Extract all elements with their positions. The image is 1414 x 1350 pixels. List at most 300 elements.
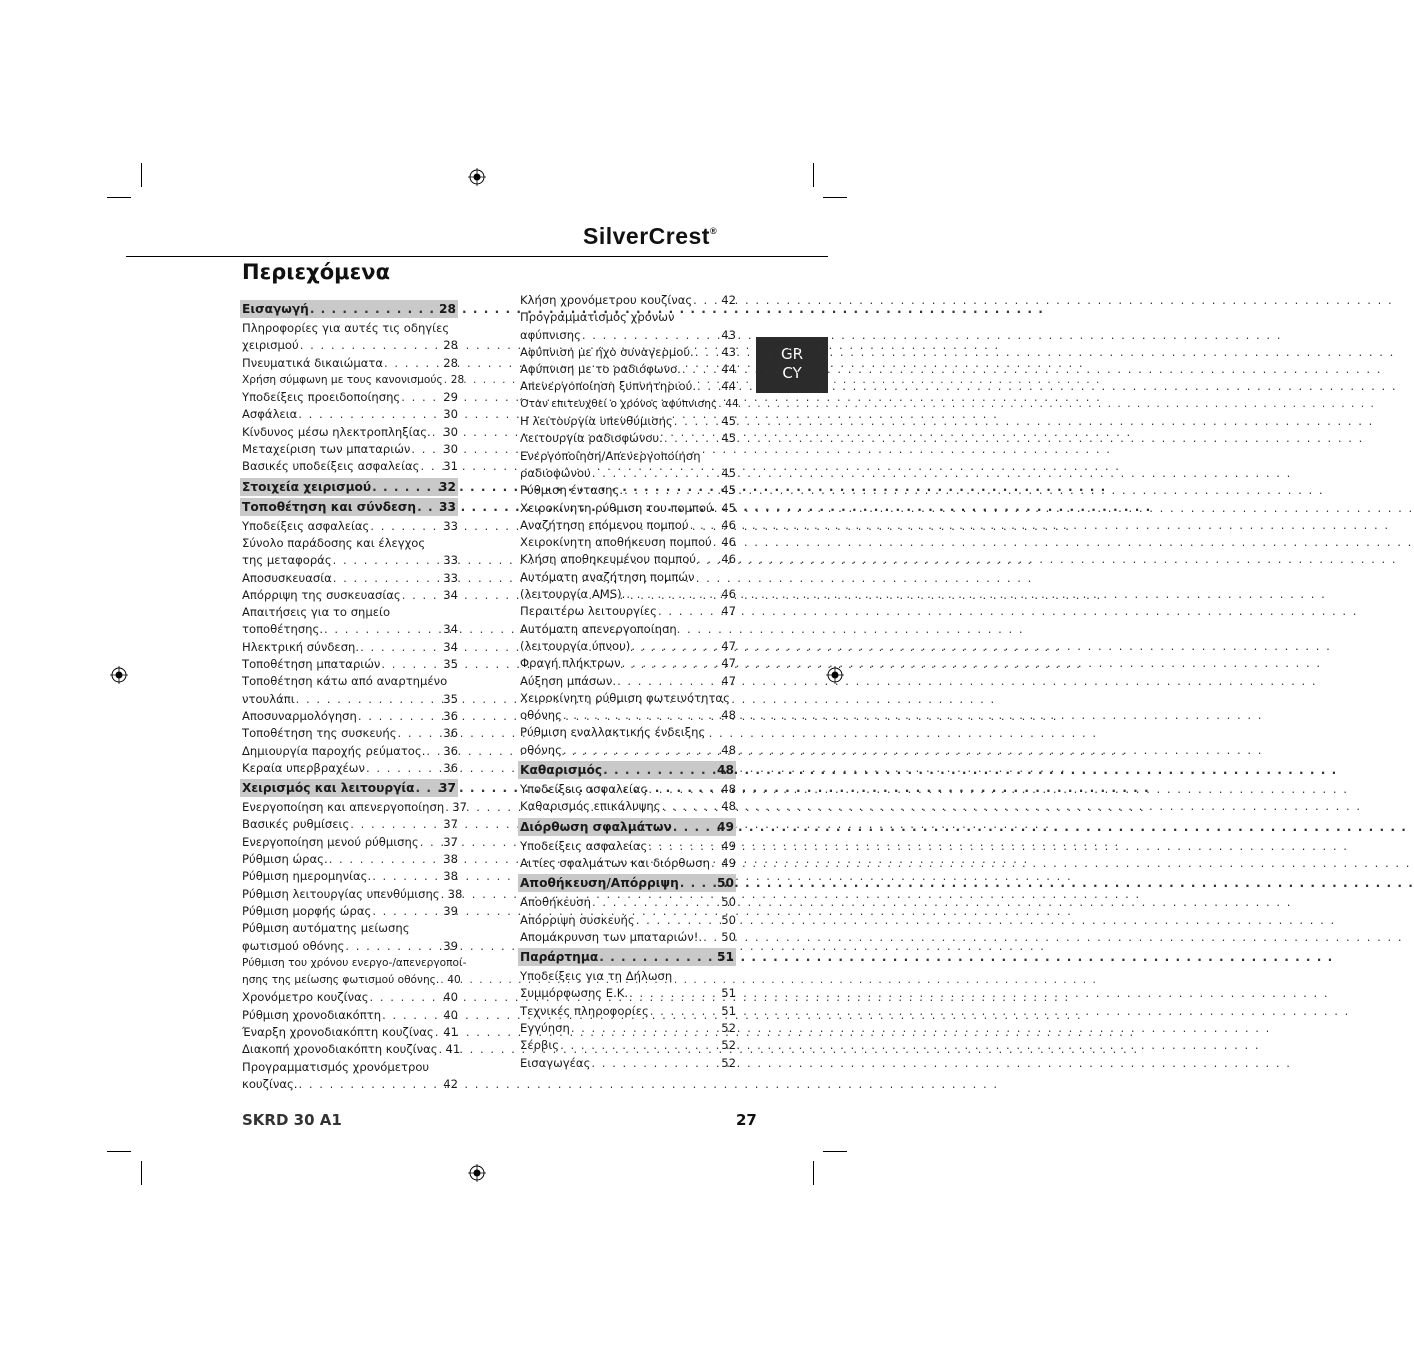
toc-entry <box>520 344 736 361</box>
dot-leader <box>697 378 720 395</box>
toc-line <box>242 1041 461 1058</box>
toc-entry <box>520 378 736 395</box>
toc-entry <box>520 448 736 483</box>
toc-line <box>242 938 458 955</box>
toc-entry-title: της μεταφοράς <box>242 553 332 568</box>
toc-line <box>242 552 458 569</box>
toc-line <box>520 586 736 603</box>
toc-line <box>520 761 734 779</box>
toc-entry-title: Υποδείξεις ασφαλείας <box>242 518 370 533</box>
dot-leader <box>617 673 720 690</box>
toc-page-number: 42 <box>443 1076 458 1091</box>
toc-entry <box>242 587 458 604</box>
toc-entry <box>520 500 736 517</box>
toc-line <box>520 413 736 430</box>
toc-entry-title: Υποδείξεις ασφαλείας <box>520 838 648 853</box>
toc-line <box>242 886 463 903</box>
dot-leader <box>674 413 720 430</box>
crop-mark <box>141 163 142 187</box>
toc-entry-title: φωτισμού οθόνης <box>242 938 345 953</box>
toc-entry-title: Αφύπνιση με ήχο συναγερμού. <box>520 344 694 359</box>
toc-entry-title: (λειτουργία ύπνου) <box>520 638 631 653</box>
toc-line <box>520 603 736 620</box>
toc-page-number: 43 <box>721 327 736 342</box>
toc-page-number: 45 <box>721 500 736 515</box>
toc-line <box>520 855 736 872</box>
toc-entry-title: Ρύθμιση αυτόματης μείωσης <box>242 921 410 936</box>
toc-entry-title: Χειροκίνητη ρύθμιση του πομπού <box>520 500 713 515</box>
crop-mark <box>823 197 847 198</box>
toc-page-number: 36 <box>443 760 458 775</box>
toc-entry <box>520 517 736 534</box>
dot-leader <box>624 482 720 499</box>
toc-entry <box>520 673 736 690</box>
toc-line <box>242 498 456 516</box>
registration-mark-icon <box>468 1164 486 1182</box>
dot-leader <box>592 465 720 482</box>
toc-page-number: 47 <box>721 604 736 619</box>
toc-line <box>520 309 736 326</box>
toc-line <box>242 604 458 621</box>
toc-line <box>520 1055 736 1072</box>
toc-line <box>520 968 736 985</box>
toc-page-number: 36 <box>443 726 458 741</box>
toc-page-number: 44 <box>725 397 739 410</box>
dot-leader <box>563 707 720 724</box>
toc-page-number: 39 <box>443 903 458 918</box>
toc-entry <box>520 1037 736 1054</box>
dot-leader <box>382 1007 442 1024</box>
toc-entry <box>520 912 736 929</box>
toc-entry-title: Κίνδυνος μέσω ηλεκτροπληξίας. <box>242 424 431 439</box>
toc-line <box>520 638 736 655</box>
dot-leader <box>603 761 716 779</box>
dot-leader <box>648 838 720 855</box>
toc-entry-title: Ενεργοποίηση και απενεργοποίηση <box>242 800 445 815</box>
toc-line <box>242 851 458 868</box>
toc-page-number: 42 <box>721 293 736 307</box>
toc-entry-title: Μεταχείριση των μπαταριών <box>242 442 411 457</box>
toc-entry-title: Τοποθέτηση κάτω από αναρτημένο <box>242 674 448 689</box>
dot-leader <box>411 441 442 458</box>
toc-entry <box>242 372 465 389</box>
toc-entry <box>520 968 736 1003</box>
toc-page-number: 38 <box>443 869 458 884</box>
toc-entry <box>242 1024 458 1041</box>
toc-page-number: 50 <box>721 895 736 910</box>
toc-entry <box>520 929 736 946</box>
toc-line <box>242 673 458 690</box>
toc-entry-title: Υποδείξεις ασφαλείας <box>520 782 648 797</box>
toc-entry-title: Πληροφορίες για αυτές τις οδηγίες <box>242 321 450 335</box>
dot-leader <box>350 816 442 833</box>
language-code: GR <box>780 345 804 363</box>
crop-mark <box>141 1161 142 1185</box>
toc-entry-title: Τοποθέτηση της συσκευής <box>242 726 397 741</box>
toc-page-number: 30 <box>443 442 458 457</box>
toc-line <box>242 389 458 406</box>
toc-entry-title: Αιτίες σφαλμάτων και διόρθωση <box>520 855 710 870</box>
dot-leader <box>426 743 442 760</box>
toc-entry <box>242 760 458 777</box>
toc-page-number: 45 <box>721 431 736 446</box>
toc-line <box>520 430 736 447</box>
toc-line <box>242 337 458 354</box>
toc-line <box>520 929 736 946</box>
toc-page-number: 46 <box>721 587 736 602</box>
toc-page-number: 49 <box>721 855 736 870</box>
toc-line <box>242 799 467 816</box>
toc-entry-title: Ρύθμιση του χρόνου ενεργο-/απενεργοποί- <box>242 956 467 969</box>
toc-entry-title: Στοιχεία χειρισμού <box>242 479 372 494</box>
toc-line <box>242 972 461 989</box>
toc-page-number: 33 <box>443 518 458 533</box>
toc-line <box>242 816 458 833</box>
toc-line <box>242 743 458 760</box>
toc-entry-title: Βασικές υποδείξεις ασφαλείας <box>242 459 420 474</box>
dot-leader <box>333 552 443 569</box>
toc-entry <box>242 1059 458 1094</box>
toc-line <box>242 955 467 972</box>
toc-page-number: 34 <box>443 639 458 654</box>
dot-leader <box>662 798 721 815</box>
toc-line <box>520 1020 736 1037</box>
dot-leader <box>298 1076 442 1093</box>
toc-line <box>242 424 458 441</box>
toc-entry-title: Ασφάλεια <box>242 407 298 422</box>
toc-line <box>242 639 458 656</box>
toc-entry <box>242 834 458 851</box>
toc-entry-title: Αποσυναρμολόγηση <box>242 708 357 723</box>
toc-page-number: 41 <box>445 1042 461 1057</box>
country-code: CY <box>782 364 802 382</box>
toc-entry <box>242 656 458 673</box>
toc-page-number: 44 <box>721 379 736 394</box>
registered-mark: ® <box>709 226 718 236</box>
dot-leader <box>420 834 443 851</box>
toc-entry-title: Αύξηση μπάσων. <box>520 673 617 688</box>
toc-page-number: 33 <box>443 570 458 585</box>
toc-line <box>520 292 736 309</box>
toc-page-number: 37 <box>443 834 458 849</box>
dot-leader <box>622 655 721 672</box>
toc-entry-title: Ρύθμιση ώρας. <box>242 852 328 867</box>
toc-entry <box>242 320 458 355</box>
toc-line <box>242 903 458 920</box>
crop-mark <box>813 1161 814 1185</box>
toc-entry <box>242 886 463 903</box>
dot-leader <box>360 639 442 656</box>
toc-entry-title: Υποδείξεις προειδοποίησης <box>242 390 401 405</box>
toc-entry <box>242 955 467 990</box>
toc-line <box>520 781 736 798</box>
toc-entry-title: Ρύθμιση εναλλακτικής ένδειξης <box>520 725 706 740</box>
toc-line <box>520 894 736 911</box>
toc-entry <box>242 708 458 725</box>
toc-entry-title: Υποδείξεις για τη Δήλωση <box>520 969 673 984</box>
toc-entry-title: Αποθήκευση/Απόρριψη <box>520 876 679 891</box>
dot-leader <box>310 300 438 318</box>
toc-entry <box>242 903 458 920</box>
toc-entry-title: Συμμόρφωσης Ε.Κ. <box>520 986 629 1001</box>
toc-page-number: 31 <box>443 459 458 474</box>
toc-line <box>520 534 736 551</box>
toc-entry <box>520 396 739 413</box>
toc-page-number: 45 <box>721 465 736 480</box>
toc-page-number: 36 <box>443 708 458 723</box>
toc-page-number: 28 <box>439 302 456 316</box>
toc-entry-title: Καθαρισμός <box>520 763 603 778</box>
toc-line <box>242 779 456 797</box>
crop-mark <box>823 1151 847 1152</box>
toc-page-number: 44 <box>721 362 736 377</box>
toc-entry-title: Απαιτήσεις για το σημείο <box>242 605 391 620</box>
toc-page-number: 45 <box>721 414 736 429</box>
toc-entry <box>242 406 458 423</box>
toc-line <box>242 989 458 1006</box>
toc-entry <box>242 424 458 441</box>
dot-leader <box>703 929 720 946</box>
toc-entry-title: Σέρβις <box>520 1038 560 1053</box>
toc-entry-title: Απενεργοποίηση ξυπνητηριού. <box>520 379 697 394</box>
toc-entry <box>242 639 458 656</box>
dot-leader <box>381 656 442 673</box>
toc-line <box>242 1024 458 1041</box>
toc-page-number: 30 <box>443 424 458 439</box>
dot-leader <box>713 534 720 551</box>
toc-line <box>520 707 736 724</box>
toc-page-number: 46 <box>721 552 736 567</box>
toc-entry-title: Περαιτέρω λειτουργίες <box>520 604 657 619</box>
toc-page-number: 41 <box>443 1024 458 1039</box>
toc-line <box>242 725 458 742</box>
toc-right-column <box>520 292 739 1072</box>
toc-page-number: 45 <box>721 483 736 498</box>
toc-line <box>520 396 739 413</box>
toc-page-number: 50 <box>717 876 734 891</box>
dot-leader <box>440 972 446 989</box>
toc-entry-title: Ηλεκτρική σύνδεση. <box>242 639 360 654</box>
toc-line <box>520 798 736 815</box>
toc-entry-title: χειρισμού <box>242 338 299 353</box>
toc-entry-title: Τεχνικές πληροφορίες <box>520 1003 649 1018</box>
toc-page-number: 40 <box>443 1007 458 1022</box>
dot-leader <box>417 498 438 516</box>
toc-line <box>242 535 458 552</box>
toc-entry-title: Χρήση σύμφωνη με τους κανονισμούς <box>242 373 443 386</box>
dot-leader <box>445 799 451 816</box>
dot-leader <box>599 948 716 966</box>
toc-line <box>242 1059 458 1076</box>
toc-entry <box>520 838 736 855</box>
toc-entry-title: Διακοπή χρονοδιακόπτη κουζίνας <box>242 1042 438 1057</box>
toc-entry-title: Η λειτουργία υπενθύμισης <box>520 414 673 429</box>
toc-entry-title: Απόρριψη συσκευής <box>520 912 635 927</box>
toc-entry-title: Πνευματικά δικαιώματα <box>242 355 384 370</box>
dot-leader <box>563 742 720 759</box>
toc-page-number: 35 <box>443 657 458 672</box>
toc-page-number: 33 <box>443 553 458 568</box>
toc-page-number: 38 <box>443 852 458 867</box>
dot-leader <box>372 868 442 885</box>
toc-entry-title: Απόρριψη της συσκευασίας <box>242 587 401 602</box>
toc-page-number: 33 <box>439 499 456 514</box>
toc-line <box>242 320 458 337</box>
toc-page-number: 51 <box>721 1003 736 1018</box>
toc-line <box>242 656 458 673</box>
toc-entry <box>520 781 736 798</box>
brand-logo <box>583 223 753 253</box>
toc-page-number: 49 <box>717 819 734 834</box>
dot-leader <box>697 551 720 568</box>
dot-leader <box>631 638 720 655</box>
toc-entry-title: τοποθέτησης. <box>242 622 324 637</box>
toc-line <box>242 458 458 475</box>
dot-leader <box>648 781 720 798</box>
toc-page-number: 48 <box>721 708 736 723</box>
toc-line <box>242 570 458 587</box>
brand-logo-text: SilverCrest <box>583 223 710 249</box>
toc-page-number: 29 <box>443 390 458 405</box>
toc-entry <box>520 724 736 759</box>
toc-entry <box>242 816 458 833</box>
toc-entry-title: Κεραία υπερβραχέων <box>242 760 365 775</box>
toc-entry-title: Ρύθμιση μορφής ώρας <box>242 903 372 918</box>
toc-line <box>520 690 736 707</box>
dot-leader <box>416 779 439 797</box>
toc-entry-title: Ρύθμιση λειτουργίας υπενθύμισης <box>242 886 440 901</box>
dot-leader <box>345 938 442 955</box>
dot-leader <box>680 874 716 892</box>
toc-line <box>520 655 736 672</box>
toc-entry-title: Εισαγωγή <box>242 302 309 316</box>
toc-line <box>520 378 736 395</box>
toc-line <box>242 1007 458 1024</box>
toc-line <box>242 478 456 496</box>
toc-line <box>520 948 734 966</box>
dot-leader <box>636 912 721 929</box>
toc-entry-title: Ενεργοποίηση/Απενεργοποίηση <box>520 448 701 463</box>
toc-page-number: 40 <box>443 990 458 1005</box>
dot-leader <box>398 725 443 742</box>
toc-entry-title: Έναρξη χρονοδιακόπτη κουζίνας <box>242 1024 434 1039</box>
toc-page-number: 52 <box>721 1038 736 1053</box>
toc-page-number: 47 <box>721 638 736 653</box>
toc-line <box>520 874 734 892</box>
registration-mark-icon <box>110 666 128 684</box>
toc-entry-title: Εγγύηση <box>520 1020 570 1035</box>
dot-leader <box>420 458 442 475</box>
toc-page-number: 37 <box>439 781 456 796</box>
toc-entry-title: Τοποθέτηση και σύνδεση <box>242 499 417 514</box>
toc-section-heading <box>518 948 736 966</box>
toc-line <box>520 985 736 1002</box>
dot-leader <box>296 691 443 708</box>
toc-page-number: 28 <box>443 355 458 370</box>
toc-entry <box>242 1041 461 1058</box>
toc-entry <box>520 894 736 911</box>
toc-entry-title: Κλήση αποθηκευμένου πομπού <box>520 552 696 567</box>
toc-entry <box>242 518 458 535</box>
toc-entry-title: Αφύπνιση με το ραδιόφωνο. <box>520 362 681 377</box>
toc-entry-title: Όταν επιτευχθεί ο χρόνος αφύπνισης <box>520 397 718 410</box>
toc-page-number: 30 <box>443 407 458 422</box>
toc-page-number: 35 <box>443 691 458 706</box>
toc-line <box>520 621 736 638</box>
toc-section-heading <box>240 779 458 797</box>
dot-leader <box>370 989 443 1006</box>
toc-page-number: 36 <box>443 743 458 758</box>
toc-line <box>520 912 736 929</box>
toc-line <box>242 406 458 423</box>
toc-section-heading <box>518 761 736 779</box>
toc-entry <box>520 551 736 568</box>
toc-entry-title: Απομάκρυνση των μπαταριών!. <box>520 929 703 944</box>
dot-leader <box>714 500 721 517</box>
toc-line <box>520 1037 736 1054</box>
toc-page-number: 48 <box>717 763 734 778</box>
toc-page-number: 32 <box>439 479 456 494</box>
toc-line <box>520 724 736 741</box>
toc-line <box>242 441 458 458</box>
toc-line <box>520 465 736 482</box>
toc-line <box>242 691 458 708</box>
dot-leader <box>682 361 720 378</box>
toc-line <box>520 838 736 855</box>
dot-leader <box>582 327 720 344</box>
toc-entry-title: Φραγή πλήκτρων <box>520 656 621 671</box>
dot-leader <box>673 818 716 836</box>
crop-mark <box>107 1151 131 1152</box>
toc-page-number: 51 <box>717 950 734 965</box>
toc-section-heading <box>240 300 458 318</box>
toc-entry-title: (λειτουργία AMS). <box>520 587 626 602</box>
toc-entry-title: Παράρτημα <box>520 950 599 965</box>
toc-line <box>242 621 458 638</box>
toc-entry-title: Δημιουργία παροχής ρεύματος. <box>242 743 426 758</box>
toc-page-number: 28 <box>443 338 458 353</box>
dot-leader <box>358 708 442 725</box>
toc-entry-title: Αναζήτηση επόμενου πομπού <box>520 517 689 532</box>
toc-line <box>242 868 458 885</box>
dot-leader <box>366 760 442 777</box>
toc-entry-title: Αποσυσκευασία <box>242 570 332 585</box>
toc-entry-title: Κλήση χρονόμετρου κουζίνας <box>520 293 693 307</box>
toc-entry <box>520 430 736 447</box>
dot-leader <box>591 1055 720 1072</box>
toc-section-heading <box>240 498 458 516</box>
toc-entry <box>242 355 458 372</box>
dot-leader <box>629 985 720 1002</box>
toc-line <box>520 569 736 586</box>
toc-entry <box>520 292 736 309</box>
toc-entry <box>520 1003 736 1020</box>
toc-line <box>520 327 736 344</box>
toc-line <box>520 482 736 499</box>
toc-entry-title: Αυτόματη απενεργοποίηση <box>520 621 677 636</box>
toc-page-number: 48 <box>721 742 736 757</box>
toc-entry-title: Ενεργοποίηση μενού ρύθμισης <box>242 834 419 849</box>
toc-entry <box>242 989 458 1006</box>
toc-entry-title: Χειρισμός και λειτουργία <box>242 781 415 796</box>
toc-page-number: 28 <box>450 373 465 386</box>
toc-page-number: 47 <box>721 656 736 671</box>
page-title: Περιεχόμενα <box>242 260 391 284</box>
toc-page-number: 48 <box>721 782 736 797</box>
toc-line <box>242 834 458 851</box>
toc-entry-title: κουζίνας. <box>242 1076 298 1091</box>
dot-leader <box>370 518 442 535</box>
